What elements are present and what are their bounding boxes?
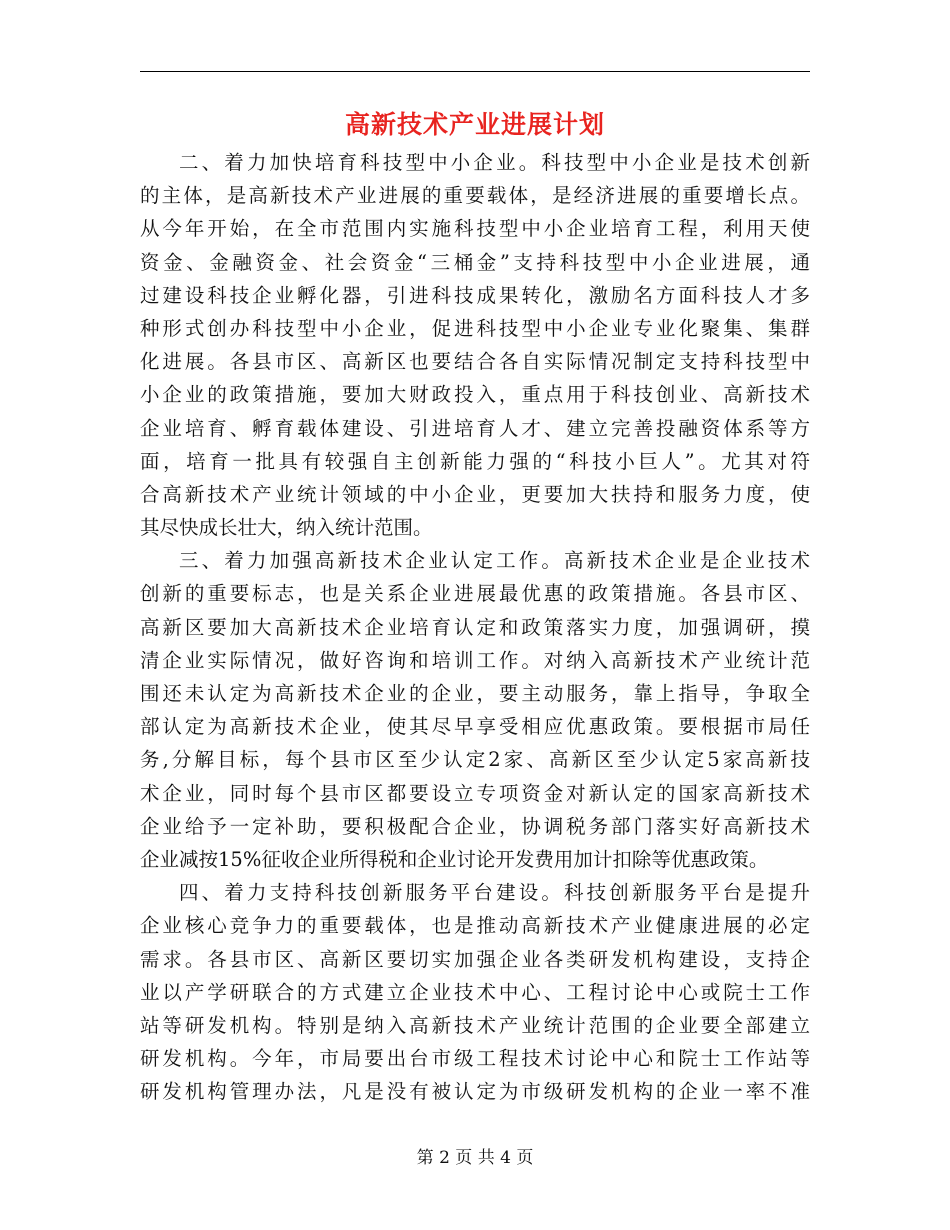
text-line: 企业给予一定补助，要积极配合企业，协调税务部门落实好高新技术 bbox=[140, 814, 810, 838]
paragraph-3 bbox=[140, 544, 810, 876]
text-line: 其尽快成长壮大，纳入统计范围。 bbox=[140, 516, 433, 540]
text-line: 研发机构管理办法，凡是没有被认定为市级研发机构的企业一率不准 bbox=[140, 1080, 810, 1104]
text-line: 企业培育、孵育载体建设、引进培育人才、建立完善投融资体系等方 bbox=[140, 416, 810, 440]
header-rule bbox=[140, 71, 810, 72]
text-line: 高新区要加大高新技术企业培育认定和政策落实力度，加强调研，摸 bbox=[140, 615, 810, 639]
text-line: 的主体，是高新技术产业进展的重要载体，是经济进展的重要增长点。 bbox=[140, 184, 810, 208]
text-line: 术企业，同时每个县市区都要设立专项资金对新认定的国家高新技术 bbox=[140, 781, 810, 805]
text-line: 种形式创办科技型中小企业，促进科技型中小企业专业化聚集、集群 bbox=[140, 316, 810, 340]
text-line: 合高新技术产业统计领域的中小企业，更要加大扶持和服务力度，使 bbox=[140, 482, 810, 506]
text-line: 企业减按15%征收企业所得税和企业讨论开发费用加计扣除等优惠政策。 bbox=[140, 847, 769, 871]
text-line: 创新的重要标志，也是关系企业进展最优惠的政策措施。各县市区、 bbox=[140, 582, 810, 606]
text-line: 研发机构。今年，市局要出台市级工程技术讨论中心和院士工作站等 bbox=[140, 1047, 810, 1071]
text-line: 业以产学研联合的方式建立企业技术中心、工程讨论中心或院士工作 bbox=[140, 980, 810, 1004]
text-line: 从今年开始，在全市范围内实施科技型中小企业培育工程，利用天使 bbox=[140, 217, 810, 241]
text-line: 过建设科技企业孵化器，引进科技成果转化，激励名方面科技人才多 bbox=[140, 283, 810, 307]
text-line: 需求。各县市区、高新区要切实加强企业各类研发机构建设，支持企 bbox=[140, 947, 810, 971]
document-title: 高新技术产业进展计划 bbox=[344, 110, 605, 139]
text-line: 资金、金融资金、社会资金“三桶金”支持科技型中小企业进展，通 bbox=[140, 250, 810, 274]
text-line: 三、着力加强高新技术企业认定工作。高新技术企业是企业技术 bbox=[179, 549, 810, 573]
text-line: 化进展。各县市区、高新区也要结合各自实际情况制定支持科技型中 bbox=[140, 350, 810, 374]
paragraph-4 bbox=[140, 876, 810, 1108]
text-line: 面，培育一批具有较强自主创新能力强的“科技小巨人”。尤其对符 bbox=[140, 449, 810, 473]
page-footer: 第 2 页 共 4 页 bbox=[416, 1148, 534, 1168]
text-line: 小企业的政策措施，要加大财政投入，重点用于科技创业、高新技术 bbox=[140, 383, 810, 407]
text-line: 站等研发机构。特别是纳入高新技术产业统计范围的企业要全部建立 bbox=[140, 1013, 810, 1037]
text-line: 企业核心竞争力的重要载体，也是推动高新技术产业健康进展的必定 bbox=[140, 914, 810, 938]
text-line: 围还未认定为高新技术企业的企业，要主动服务，靠上指导，争取全 bbox=[140, 682, 810, 705]
text-line: 清企业实际情况，做好咨询和培训工作。对纳入高新技术产业统计范 bbox=[140, 648, 810, 672]
paragraph-2 bbox=[140, 146, 810, 544]
text-line: 二、着力加快培育科技型中小企业。科技型中小企业是技术创新 bbox=[179, 151, 810, 174]
text-line: 四、着力支持科技创新服务平台建设。科技创新服务平台是提升 bbox=[179, 881, 810, 905]
text-line: 部认定为高新技术企业，使其尽早享受相应优惠政策。要根据市局任 bbox=[140, 715, 810, 739]
text-line: 务,分解目标，每个县市区至少认定2家、高新区至少认定5家高新技 bbox=[140, 748, 810, 772]
document-body bbox=[140, 146, 810, 1108]
